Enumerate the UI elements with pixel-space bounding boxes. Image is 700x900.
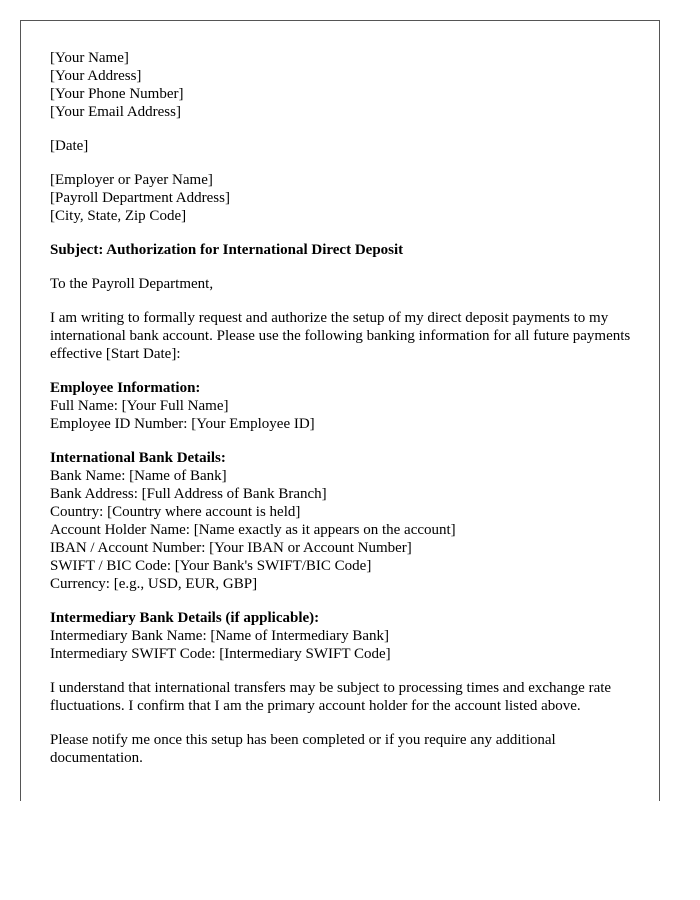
sender-name: [Your Name] bbox=[50, 50, 129, 66]
letter-date: [Date] bbox=[50, 138, 89, 154]
bank-details-line: Account Holder Name: [Name exactly as it appears on the account] bbox=[50, 522, 456, 538]
closing-request-paragraph: Please notify me once this setup has been completed or if you require any additional documentation. bbox=[50, 732, 556, 766]
bank-details-line: Country: [Country where account is held] bbox=[50, 504, 301, 520]
recipient-department-address: [Payroll Department Address] bbox=[50, 190, 230, 206]
recipient-name: [Employer or Payer Name] bbox=[50, 172, 213, 188]
bank-details-line: Currency: [e.g., USD, EUR, GBP] bbox=[50, 576, 258, 592]
bank-details-line: IBAN / Account Number: [Your IBAN or Account Number] bbox=[50, 540, 412, 556]
letter-page bbox=[20, 20, 660, 801]
sender-phone: [Your Phone Number] bbox=[50, 86, 184, 102]
bank-details-line: SWIFT / BIC Code: [Your Bank's SWIFT/BIC Code] bbox=[50, 558, 372, 574]
employee-info-line: Full Name: [Your Full Name] bbox=[50, 398, 229, 414]
bank-details-heading: International Bank Details: bbox=[50, 450, 226, 466]
bank-details-line: Bank Address: [Full Address of Bank Branch] bbox=[50, 486, 327, 502]
intro-paragraph: I am writing to formally request and authorize the setup of my direct deposit payments to my international bank account. Please use the following banking information for all future payments effective [Start Date]: bbox=[50, 310, 631, 362]
intermediary-section bbox=[50, 609, 635, 663]
bank-details-section bbox=[50, 449, 635, 593]
salutation: To the Payroll Department, bbox=[50, 276, 214, 292]
intermediary-line: Intermediary Bank Name: [Name of Intermediary Bank] bbox=[50, 628, 390, 644]
employee-info-line: Employee ID Number: [Your Employee ID] bbox=[50, 416, 315, 432]
employee-info-section bbox=[50, 379, 635, 433]
bank-details-line: Bank Name: [Name of Bank] bbox=[50, 468, 227, 484]
date-block bbox=[50, 137, 635, 155]
sender-email: [Your Email Address] bbox=[50, 104, 181, 120]
recipient-block bbox=[50, 171, 635, 225]
intermediary-heading: Intermediary Bank Details (if applicable): bbox=[50, 610, 320, 626]
sender-address: [Your Address] bbox=[50, 68, 142, 84]
intermediary-line: Intermediary SWIFT Code: [Intermediary SWIFT Code] bbox=[50, 646, 391, 662]
subject-line: Subject: Authorization for International Direct Deposit bbox=[50, 242, 404, 258]
employee-info-heading: Employee Information: bbox=[50, 380, 201, 396]
recipient-city-state-zip: [City, State, Zip Code] bbox=[50, 208, 187, 224]
understanding-paragraph: I understand that international transfers may be subject to processing times and exchange rate fluctuations. I confirm that I am the primary account holder for the account listed above. bbox=[50, 680, 612, 714]
sender-block bbox=[50, 49, 635, 121]
letter-body bbox=[50, 49, 635, 783]
